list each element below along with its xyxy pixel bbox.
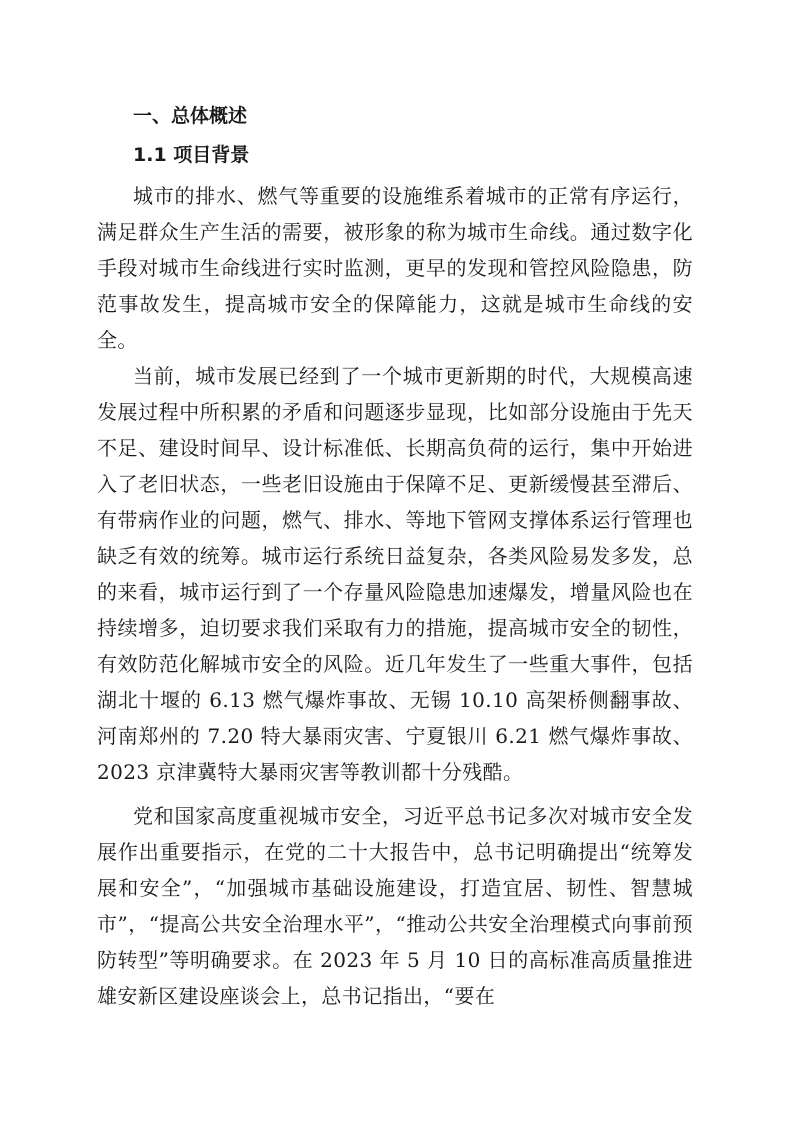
section-heading: 一、总体概述 [133,105,248,127]
paragraph-2: 当前，城市发展已经到了一个城市更新期的时代，大规模高速发展过程中所积累的矛盾和问题逐步显现，比如部分设施由于先天不足、建设时间早、设计标准低、长期高负荷的运行，集中开始进入了老旧状态，一些老旧设施由于保障不足、更新缓慢甚至滞后、有带病作业的问题，燃气、排水、等地下管网支撑体系运行管理也缺乏有效的统筹。城市运行系统日益复杂，各类风险易发多发，总的来看，城市运行到了一个存量风险隐患加速爆发，增量风险也在持续增多，迫切要求我们采取有力的措施，提高城市安全的韧性，有效防范化解城市安全的风险。近几年发生了一些重大事件，包括湖北十堰的 6.13 燃气爆炸事故、无锡 10.10 高架桥侧翻事故、河南郑州的 7.20 特大暴雨灾害、宁夏银川 6.21 燃气爆炸事故、2023 京津冀特大暴雨灾害等教训都十分残酷。 [97,364,693,784]
subsection-heading: 1.1 项目背景 [133,144,250,166]
paragraph-3: 党和国家高度重视城市安全，习近平总书记多次对城市安全发展作出重要指示，在党的二十大报告中，总书记明确提出“统筹发展和安全”，“加强城市基础设施建设，打造宜居、韧性、智慧城市”，“提高公共安全治理水平”，“推动公共安全治理模式向事前预防转型”等明确要求。在 2023 年 5 月 10 日的高标准高质量推进雄安新区建设座谈会上，总书记指出，“要在 [97,804,693,1008]
paragraph-1: 城市的排水、燃气等重要的设施维系着城市的正常有序运行，满足群众生产生活的需要，被形象的称为城市生命线。通过数字化手段对城市生命线进行实时监测，更早的发现和管控风险隐患，防范事故发生，提高城市安全的保障能力，这就是城市生命线的安全。 [97,184,693,352]
document-page [97,98,693,1014]
